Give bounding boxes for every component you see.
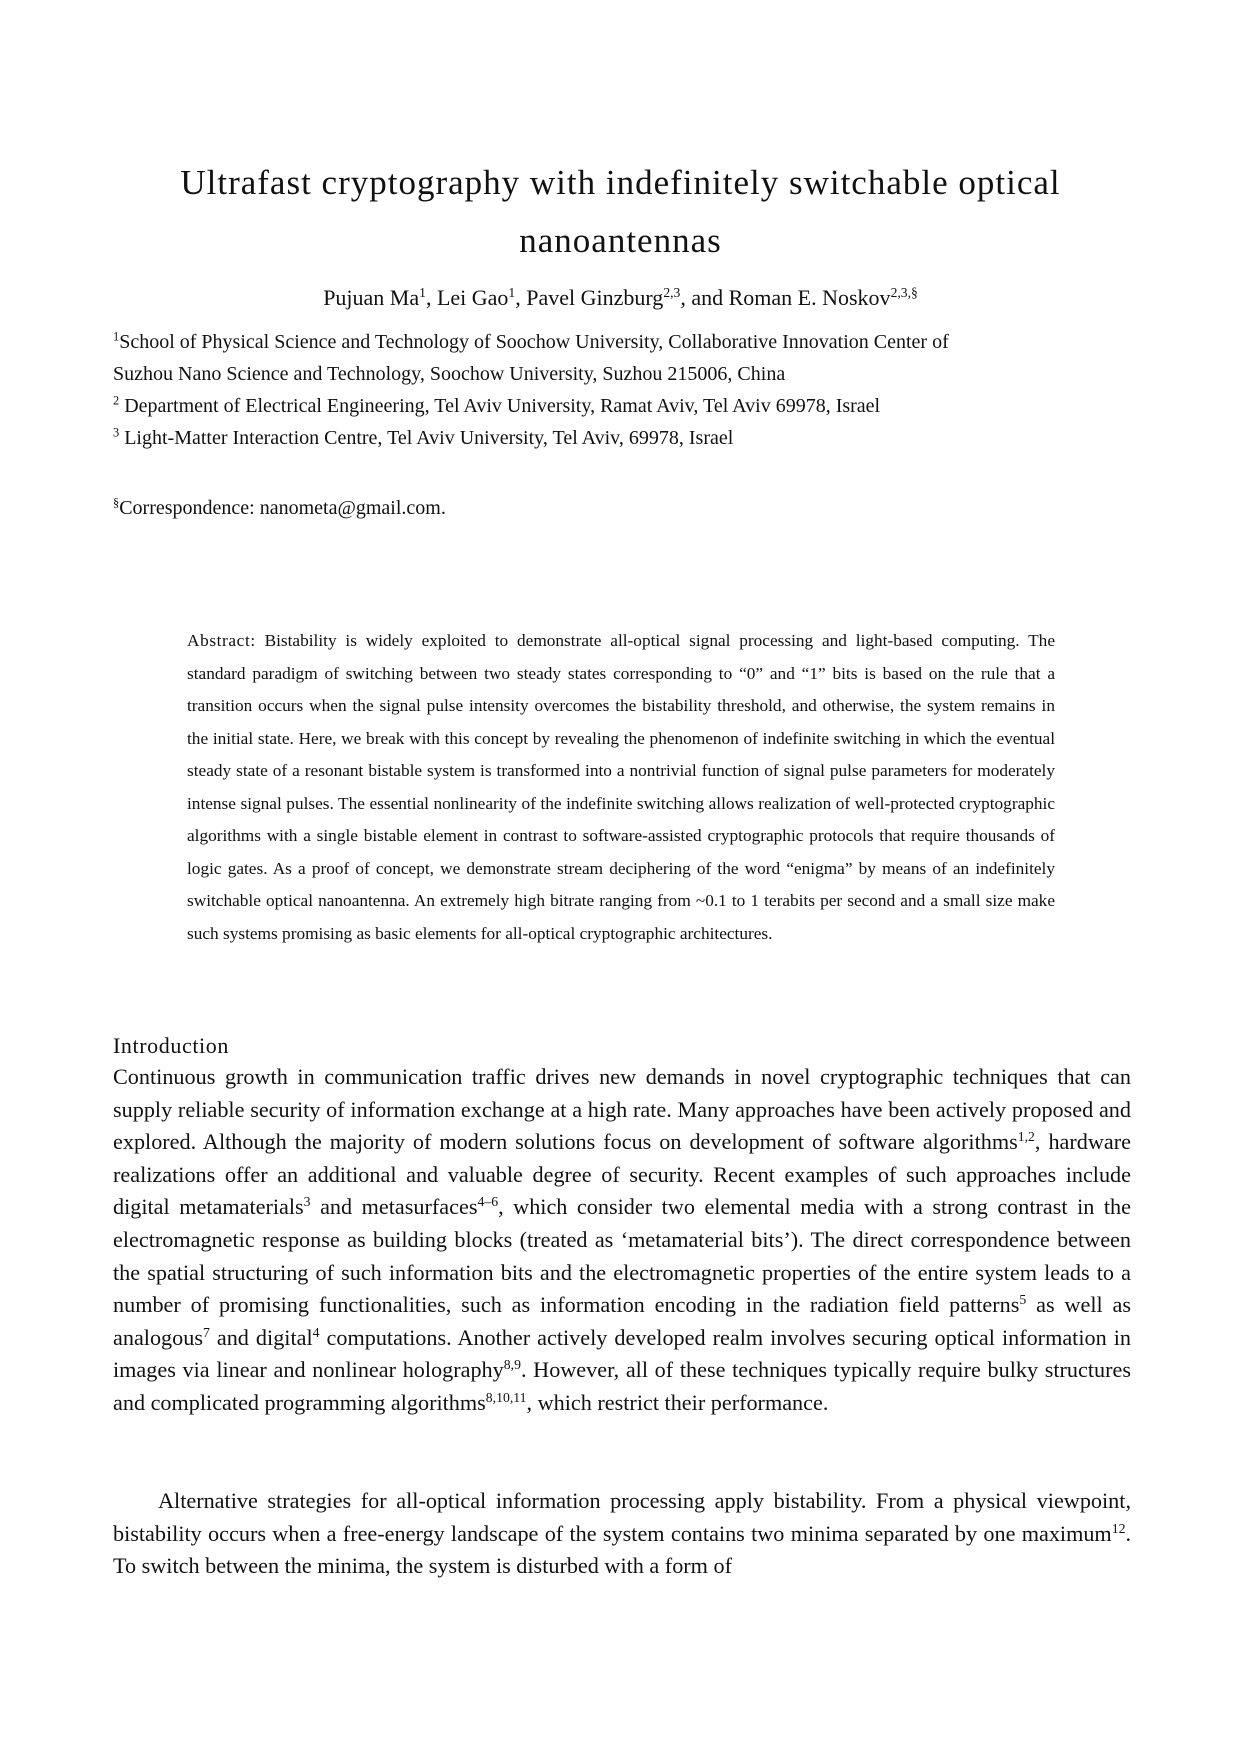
affiliation-1 bbox=[113, 326, 1133, 390]
author-name: Roman E. Noskov bbox=[728, 285, 891, 310]
paper-title bbox=[110, 154, 1131, 270]
paragraph-text: . However, all of these techniques typically require bulky structures and complicated programming algorithms bbox=[113, 1357, 1131, 1415]
affiliation-mark: 3 bbox=[113, 425, 120, 440]
citation-superscript: 3 bbox=[303, 1194, 311, 1210]
author-affiliation-mark: 1 bbox=[508, 284, 516, 300]
paragraph-text: . To switch between the minima, the system is disturbed with a form of bbox=[113, 1520, 1131, 1579]
affiliation-text: School of Physical Science and Technology of Soochow University, Collaborative Innovation Center of bbox=[119, 331, 949, 353]
abstract bbox=[187, 625, 1055, 950]
author-name: Pavel Ginzburg bbox=[526, 285, 664, 310]
citation-superscript: 8,9 bbox=[503, 1357, 521, 1373]
paragraph-text: Alternative strategies for all-optical information processing apply bistability. From a physical viewpoint, bistability occurs when a free-energy landscape of the system contains two minima separated by one maximum bbox=[113, 1488, 1131, 1546]
affiliation-3 bbox=[113, 422, 1133, 454]
author-affiliation-mark: 1 bbox=[419, 284, 426, 300]
citation-superscript: 4–6 bbox=[477, 1194, 499, 1210]
citation-superscript: 12 bbox=[1111, 1520, 1126, 1536]
author-separator: , bbox=[515, 285, 527, 310]
affiliation-2 bbox=[113, 390, 1133, 422]
section-heading-introduction: Introduction bbox=[113, 1033, 229, 1058]
paragraph-text: , which consider two elemental media with a strong contrast in the electromagnetic response as building blocks (treated as ‘metamaterial bits’). The direct correspondence between the spatial structuring of such information bits and the electromagnetic properties of the entire system leads to a number of promising functionalities, such as information encoding in the radiation field patterns bbox=[113, 1194, 1131, 1318]
citation-superscript: 4 bbox=[312, 1324, 320, 1340]
citation-superscript: 8,10,11 bbox=[485, 1389, 527, 1405]
affiliation-mark: 2 bbox=[113, 393, 120, 408]
correspondence-mark: § bbox=[113, 495, 120, 510]
introduction-paragraph-1 bbox=[113, 1061, 1131, 1420]
citation-superscript: 7 bbox=[202, 1324, 210, 1340]
introduction-paragraph-2 bbox=[113, 1485, 1131, 1583]
affiliation-text-continued: Suzhou Nano Science and Technology, Soochow University, Suzhou 215006, China bbox=[113, 363, 786, 385]
paragraph-text: and digital bbox=[209, 1324, 313, 1350]
correspondence-text: Correspondence: nanometa@gmail.com. bbox=[119, 497, 446, 519]
affiliation-text: Department of Electrical Engineering, Tel Aviv University, Ramat Aviv, Tel Aviv 69978, Israel bbox=[119, 395, 881, 417]
paragraph-text: , hardware realizations offer an additional and valuable degree of security. Recent examples of such approaches include digital metamaterials bbox=[113, 1129, 1131, 1220]
title-line-2: nanoantennas bbox=[519, 221, 722, 260]
author-affiliation-mark: 2,3 bbox=[663, 284, 681, 300]
abstract-label: Abstract: bbox=[187, 631, 256, 650]
author-affiliation-mark: 2,3,§ bbox=[890, 284, 918, 300]
affiliation-mark: 1 bbox=[113, 329, 120, 344]
citation-superscript: 5 bbox=[1019, 1291, 1027, 1307]
abstract-text: Bistability is widely exploited to demonstrate all-optical signal processing and light-based computing. The standard paradigm of switching between two steady states corresponding to “0” and “1” bits is based on the rule that a transition occurs when the signal pulse intensity overcomes the bistability threshold, and otherwise, the system remains in the initial state. Here, we break with this concept by revealing the phenomenon of indefinite switching in which the eventual steady state of a resonant bistable system is transformed into a nontrivial function of signal pulse parameters for moderately intense signal pulses. The essential nonlinearity of the indefinite switching allows realization of well-protected cryptographic algorithms with a single bistable element in contrast to software-assisted cryptographic protocols that require thousands of logic gates. As a proof of concept, we demonstrate stream deciphering of the word “enigma” by means of an indefinitely switchable optical nanoantenna. An extremely high bitrate ranging from ~0.1 to 1 terabits per second and a small size make such systems promising as basic elements for all-optical cryptographic architectures. bbox=[187, 631, 1055, 943]
title-line-1: Ultrafast cryptography with indefinitely switchable optical bbox=[180, 163, 1061, 202]
correspondence bbox=[113, 493, 446, 523]
author-name: Pujuan Ma bbox=[323, 285, 420, 310]
paragraph-text: as well as analogous bbox=[113, 1292, 1131, 1350]
author-separator: , and bbox=[680, 285, 729, 310]
author-separator: , bbox=[425, 285, 437, 310]
author-list bbox=[110, 283, 1131, 313]
paragraph-text: computations. Another actively developed realm involves securing optical information in images via linear and nonlinear holography bbox=[113, 1324, 1131, 1383]
paragraph-text: , which restrict their performance. bbox=[526, 1389, 829, 1415]
paragraph-text: Continuous growth in communication traffic drives new demands in novel cryptographic techniques that can supply reliable security of information exchange at a high rate. Many approaches have been actively proposed and explored. Although the majority of modern solutions focus on development of software algorithms bbox=[113, 1064, 1131, 1155]
citation-superscript: 1,2 bbox=[1017, 1128, 1035, 1144]
author-name: Lei Gao bbox=[436, 285, 509, 310]
paragraph-text: and metasurfaces bbox=[310, 1194, 478, 1220]
affiliation-text: Light-Matter Interaction Centre, Tel Aviv University, Tel Aviv, 69978, Israel bbox=[119, 427, 734, 449]
